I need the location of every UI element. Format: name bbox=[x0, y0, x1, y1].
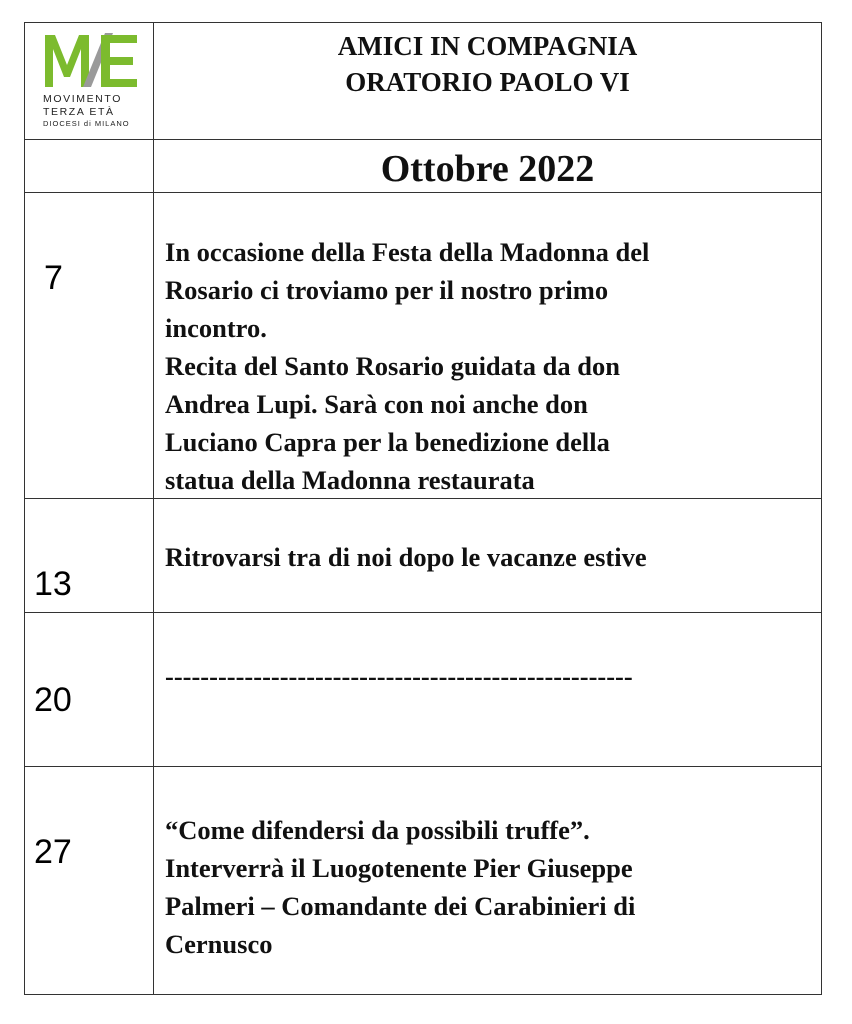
event-day: 7 bbox=[44, 259, 63, 297]
event-description bbox=[165, 811, 815, 963]
schedule-table bbox=[24, 22, 822, 995]
event-description bbox=[165, 657, 815, 695]
event-line: Palmeri – Comandante dei Carabinieri di bbox=[165, 891, 636, 921]
row-divider bbox=[25, 192, 821, 193]
event-description bbox=[165, 233, 815, 499]
event-line: Ritrovarsi tra di noi dopo le vacanze estive bbox=[165, 542, 647, 572]
page-title-line-2: ORATORIO PAOLO VI bbox=[345, 67, 630, 97]
logo-text-line-2: TERZA ETÀ bbox=[43, 106, 115, 118]
month-heading: Ottobre 2022 bbox=[380, 148, 595, 190]
row-divider bbox=[25, 766, 821, 767]
event-line: Luciano Capra per la benedizione della bbox=[165, 427, 610, 457]
event-day: 27 bbox=[34, 833, 72, 871]
event-description bbox=[165, 538, 815, 576]
event-line: statua della Madonna restaurata bbox=[165, 465, 535, 495]
event-line: Andrea Lupi. Sarà con noi anche don bbox=[165, 389, 588, 419]
mte-logo bbox=[43, 31, 139, 131]
event-line: Recita del Santo Rosario guidata da don bbox=[165, 351, 620, 381]
mte-logo-mark bbox=[43, 31, 139, 91]
row-divider bbox=[25, 612, 821, 613]
event-day: 20 bbox=[34, 681, 72, 719]
page-title-line-1: AMICI IN COMPAGNIA bbox=[337, 31, 638, 61]
event-line: Interverrà il Luogotenente Pier Giuseppe bbox=[165, 853, 633, 883]
event-line: ----------------------------------------------------- bbox=[165, 661, 633, 691]
event-line: Rosario ci troviamo per il nostro primo bbox=[165, 275, 609, 305]
event-line: In occasione della Festa della Madonna del bbox=[165, 237, 650, 267]
event-line: “Come difendersi da possibili truffe”. bbox=[165, 815, 590, 845]
logo-text-line-1: MOVIMENTO bbox=[43, 93, 122, 105]
row-divider bbox=[25, 139, 821, 140]
event-day: 13 bbox=[34, 565, 72, 603]
event-line: incontro. bbox=[165, 313, 267, 343]
event-line: Cernusco bbox=[165, 929, 273, 959]
logo-text-line-3: DIOCESI di MILANO bbox=[43, 119, 130, 128]
